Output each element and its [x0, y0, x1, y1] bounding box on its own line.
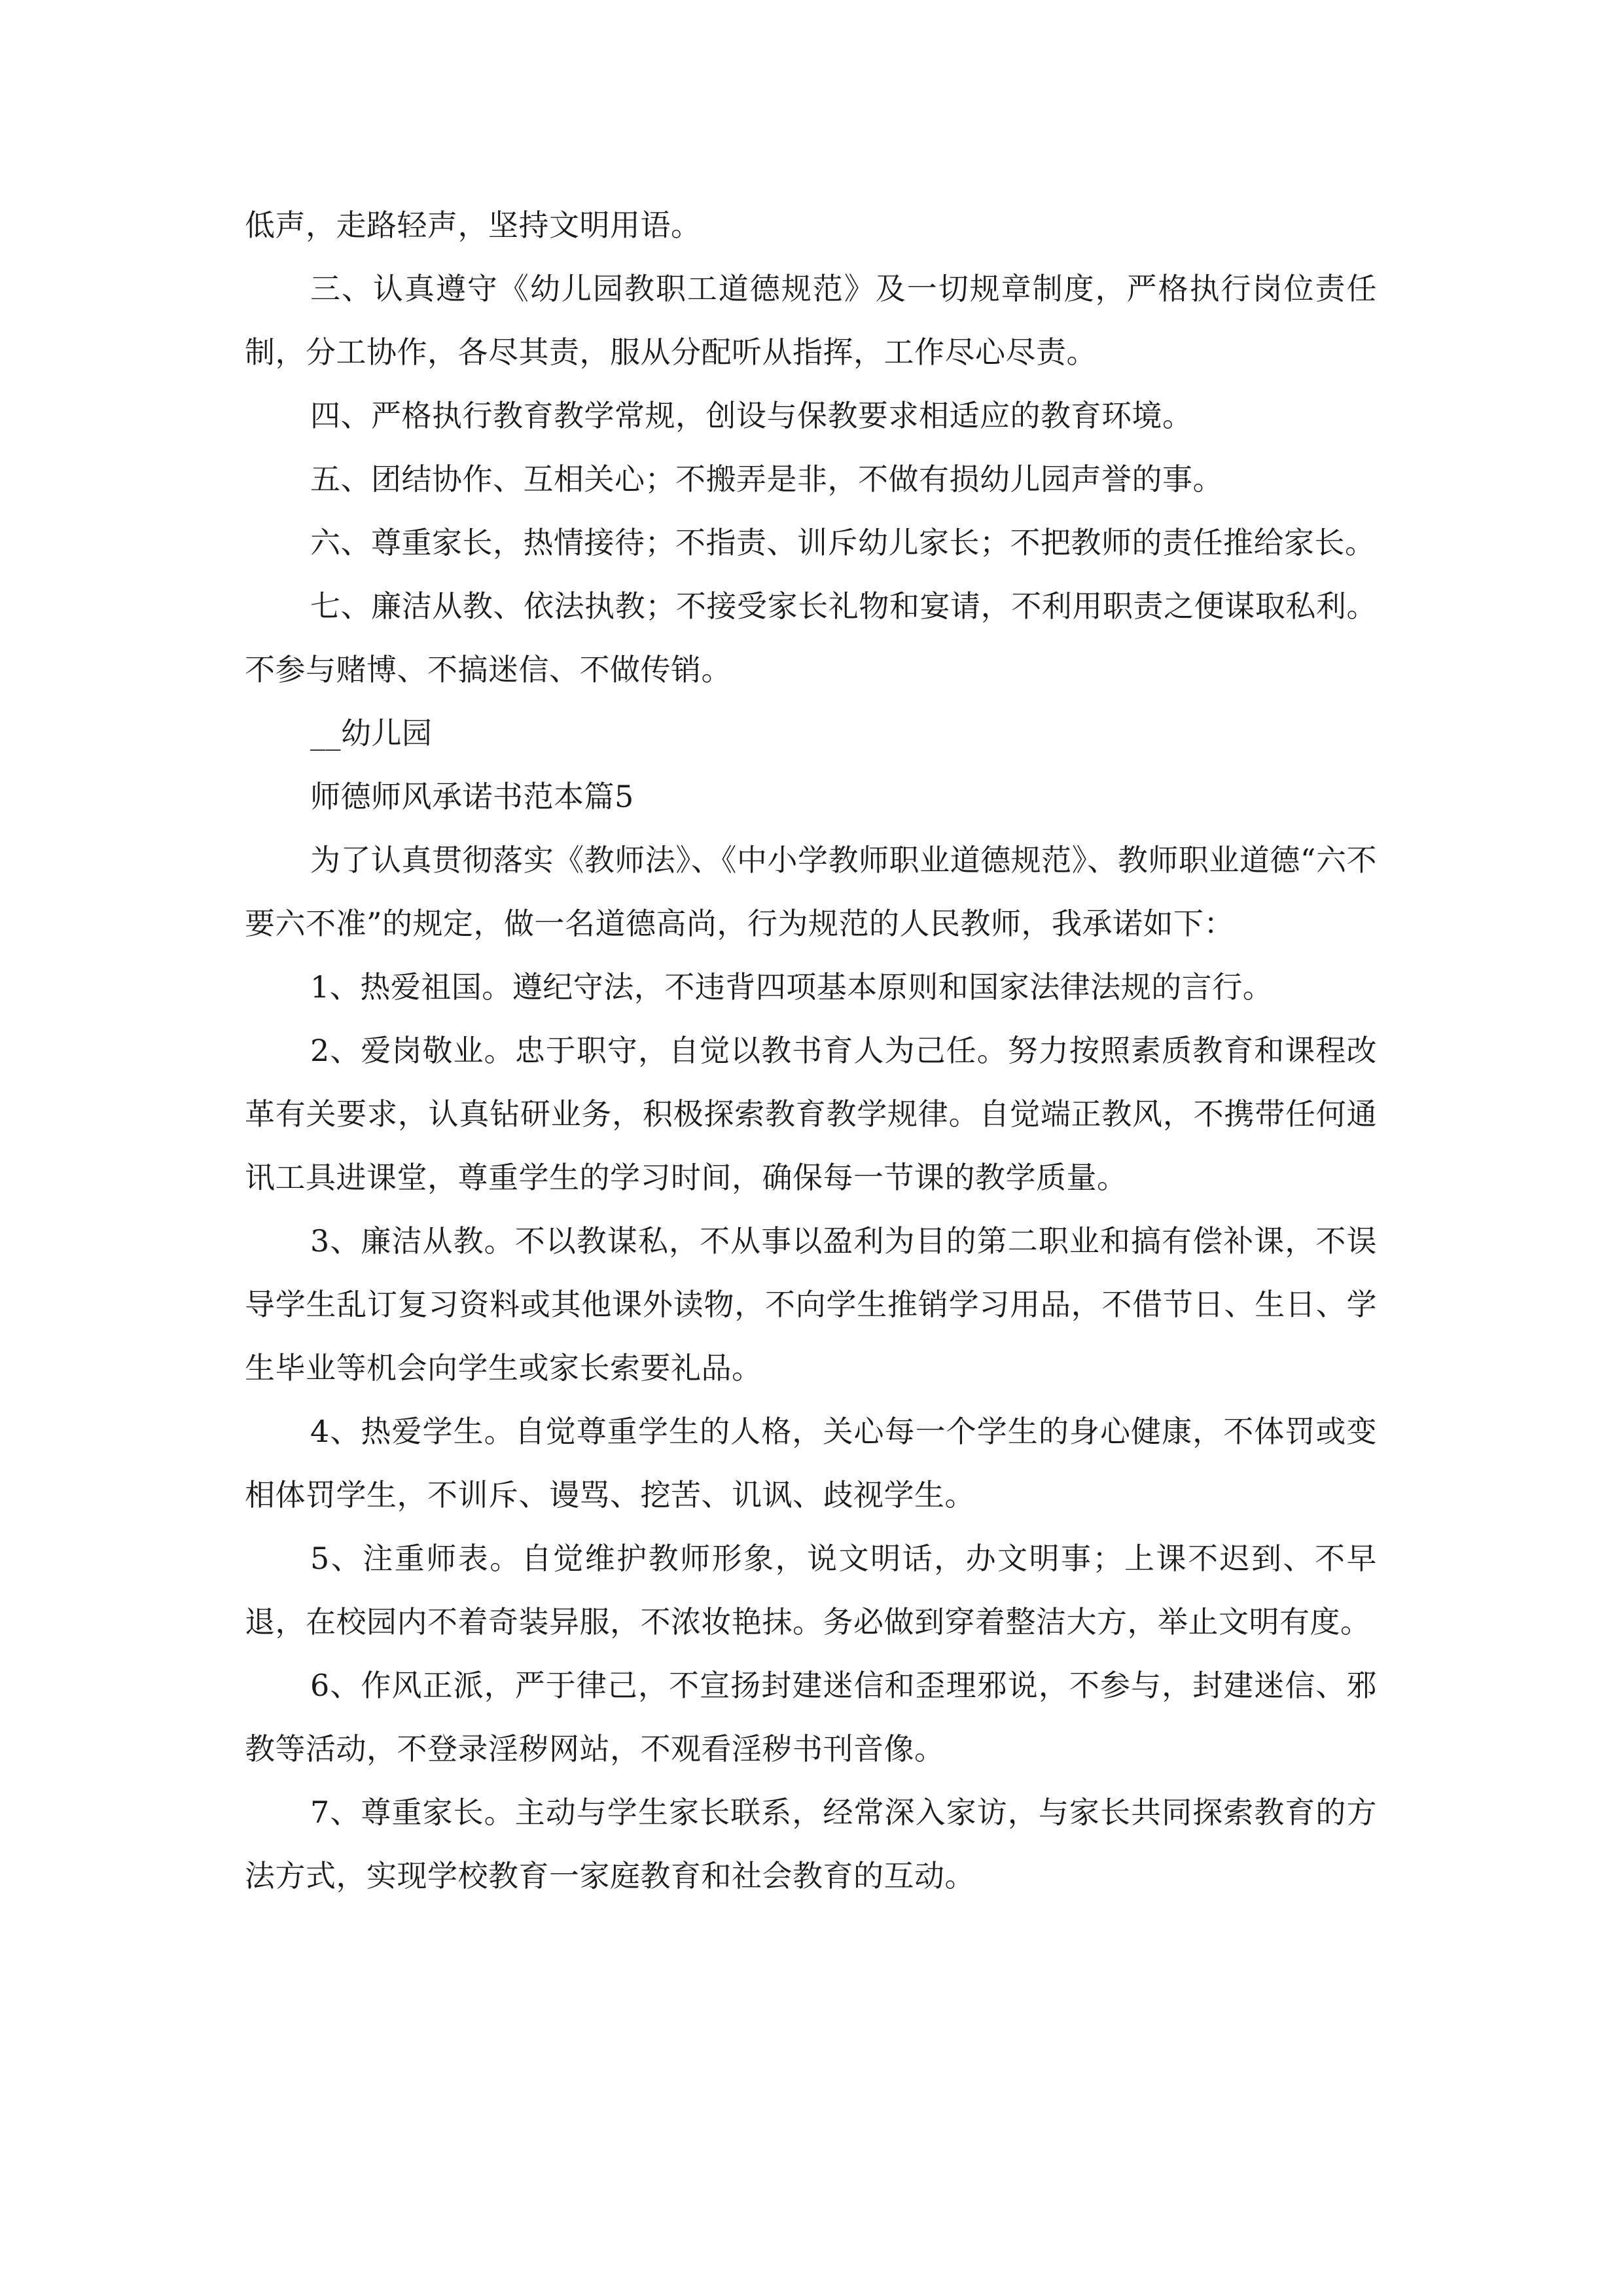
paragraph-item-7: 七、廉洁从教、依法执教；不接受家长礼物和宴请，不利用职责之便谋取私利。不参与赌博、不搞迷信、不做传销。 [245, 588, 1377, 687]
document-body [245, 194, 1377, 1908]
pledge-item-5: 5、注重师表。自觉维护教师形象，说文明话，办文明事；上课不迟到、不早退，在校园内不着奇装异服，不浓妆艳抹。务必做到穿着整洁大方，举止文明有度。 [245, 1541, 1377, 1640]
paragraph-item-3: 三、认真遵守《幼儿园教职工道德规范》及一切规章制度，严格执行岗位责任制，分工协作，各尽其责，服从分配听从指挥，工作尽心尽责。 [245, 271, 1377, 370]
paragraph-intro: 为了认真贯彻落实《教师法》、《中小学教师职业道德规范》、教师职业道德“六不要六不准”的规定，做一名道德高尚，行为规范的人民教师，我承诺如下： [245, 842, 1377, 941]
paragraph-item-6: 六、尊重家长，热情接待；不指责、训斥幼儿家长；不把教师的责任推给家长。 [310, 525, 1376, 560]
paragraph-item-4: 四、严格执行教育教学常规，创设与保教要求相适应的教育环境。 [310, 398, 1193, 433]
pledge-item-6: 6、作风正派，严于律己，不宣扬封建迷信和歪理邪说，不参与，封建迷信、邪教等活动，不登录淫秽网站，不观看淫秽书刊音像。 [245, 1668, 1377, 1767]
pledge-item-2: 2、爱岗敬业。忠于职守，自觉以教书育人为己任。努力按照素质教育和课程改革有关要求，认真钻研业务，积极探索教育教学规律。自觉端正教风，不携带任何通讯工具进课堂，尊重学生的学习时间，确保每一节课的教学质量。 [245, 1033, 1377, 1195]
paragraph-item-5: 五、团结协作、互相关心；不搬弄是非，不做有损幼儿园声誉的事。 [310, 461, 1223, 497]
pledge-item-3: 3、廉洁从教。不以教谋私，不从事以盈利为目的第二职业和搞有偿补课，不误导学生乱订复习资料或其他课外读物，不向学生推销学习用品，不借节日、生日、学生毕业等机会向学生或家长索要礼品。 [245, 1223, 1377, 1386]
pledge-item-1: 1、热爱祖国。遵纪守法，不违背四项基本原则和国家法律法规的言行。 [310, 969, 1274, 1005]
pledge-item-7: 7、尊重家长。主动与学生家长联系，经常深入家访，与家长共同探索教育的方法方式，实现学校教育一家庭教育和社会教育的互动。 [245, 1795, 1377, 1893]
pledge-item-4: 4、热爱学生。自觉尊重学生的人格，关心每一个学生的身心健康，不体罚或变相体罚学生，不训斥、谩骂、挖苦、讥讽、歧视学生。 [245, 1414, 1377, 1513]
signature-kindergarten: __幼儿园 [310, 715, 433, 751]
section-title: 师德师风承诺书范本篇5 [310, 779, 634, 814]
paragraph-continuation: 低声，走路轻声，坚持文明用语。 [245, 207, 702, 243]
